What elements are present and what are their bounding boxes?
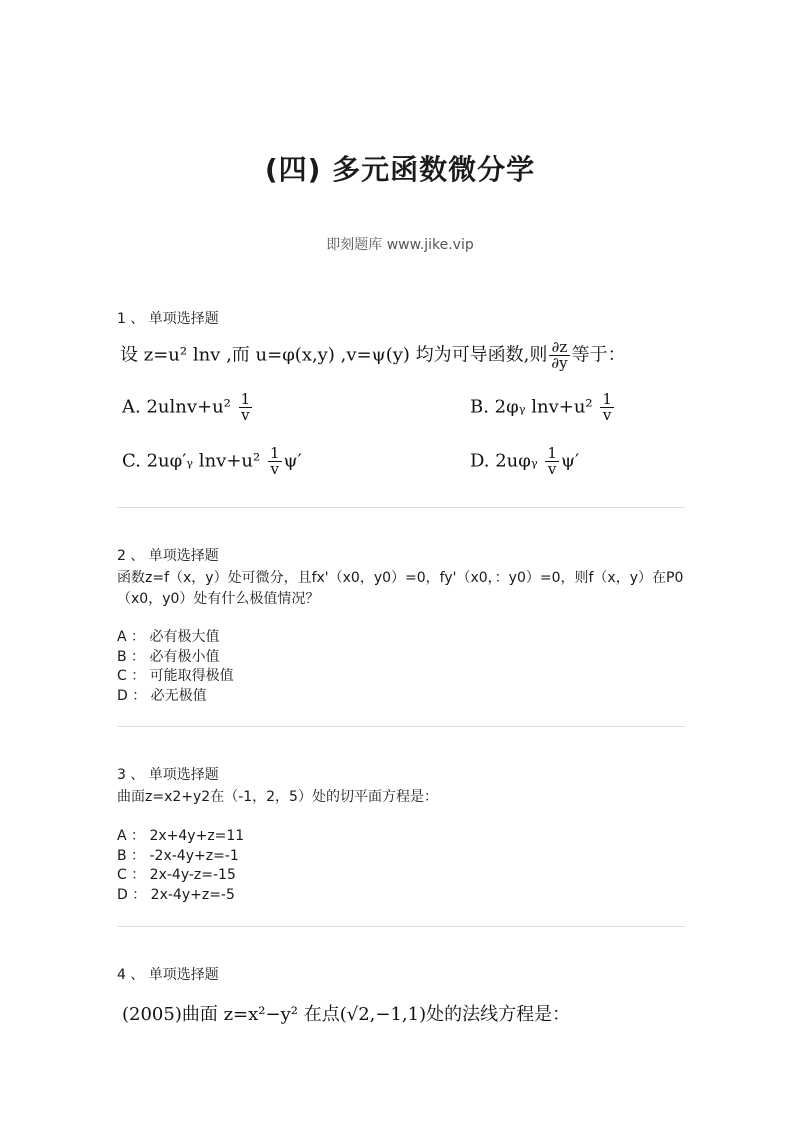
question-1-option-d: D. 2uφᵧ $\frac{1}{v}$ ψ′ [470,444,580,478]
question-1-stem: 设 z=u² lnv ,而 u=φ(x,y) ,v=ψ(y) 均为可导函数,则 $\frac{\partial z}{\partial y}$ 等于： [120,338,626,372]
question-1-option-c: C. 2uφ′ᵧ lnv+u² $\frac{1}{v}$ ψ′ [122,444,302,478]
question-1-option-b: B. 2φᵧ lnv+u² $\frac{1}{v}$ [470,390,612,424]
option-b: B ： -2x-4y+z=-1 [117,847,239,864]
question-2-header: 2 、 单项选择题 [117,548,219,564]
question-3-header: 3 、 单项选择题 [117,767,219,783]
page-title: (四) 多元函数微分学 [264,153,536,186]
option-a: A ： 2x+4y+z=11 [117,828,245,844]
question-3-options [117,827,244,905]
divider [117,926,685,927]
option-a: A ： 必有极大值 [117,629,220,645]
option-d: D ： 2x-4y+z=-5 [117,886,235,903]
option-c: C ： 2x-4y-z=-15 [117,867,236,883]
question-1-header: 1 、 单项选择题 [117,311,219,327]
question-3-text: 曲面z=x2+y2在（-1，2，5）处的切平面方程是： [117,789,438,805]
question-4-scanned-image [122,1000,622,1030]
question-4-stem: (2005)曲面 z=x²−y² 在点(√2,−1,1)处的法线方程是： [122,1004,571,1025]
option-c: C ： 可能取得极值 [117,668,234,684]
divider [117,726,685,727]
divider [117,507,685,508]
question-4-header: 4 、 单项选择题 [117,967,219,983]
question-2-text: 函数z=f（x，y）处可微分，且fx'（x0，y0）=0，fy'（x0，：y0）=0，则f（x，y）在P0（x0，y0）处有什么极值情况？ [117,570,684,607]
question-1-option-a: A. 2ulnv+u² $\frac{1}{v}$ [122,390,251,424]
site-subtitle: 即刻题库 www.jike.vip [326,237,474,253]
option-b: B ： 必有极小值 [117,648,220,665]
question-2-options [117,628,234,706]
question-1-scanned-image [120,336,650,496]
option-d: D ： 必无极值 [117,687,207,704]
